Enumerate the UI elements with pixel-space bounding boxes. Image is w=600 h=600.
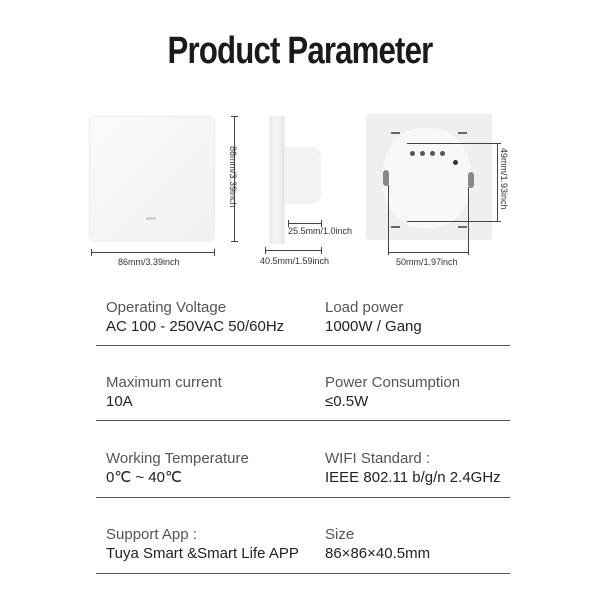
divider: [96, 420, 510, 421]
spec-value: Tuya Smart &Smart Life APP: [106, 545, 299, 562]
spec-value: IEEE 802.11 b/g/n 2.4GHz: [325, 469, 501, 486]
terminal-screw: [410, 151, 415, 156]
spec-label: Size: [325, 526, 355, 543]
spec-value: 1000W / Gang: [325, 318, 422, 335]
spec-value: ≤0.5W: [325, 393, 369, 410]
dimension-tick: [231, 241, 238, 242]
side-clip: [468, 172, 474, 188]
body-depth-line: [288, 223, 321, 224]
width-dimension-line: [91, 252, 214, 253]
front-width-label: 86mm/3.39inch: [118, 257, 180, 267]
side-body-depth-label: 25.5mm/1.0inch: [288, 226, 353, 236]
module-top-line: [407, 143, 501, 144]
module-height-line: [497, 143, 498, 221]
dimension-tick: [214, 249, 215, 256]
dimension-tick: [265, 247, 266, 254]
dimension-tick: [231, 116, 238, 117]
spec-label: Support App :: [106, 526, 197, 543]
terminal-screw: [420, 151, 425, 156]
switch-front-panel: [90, 117, 214, 240]
switch-side-body: [284, 148, 320, 203]
spec-label: WIFI Standard :: [325, 450, 431, 467]
page-title: Product Parameter: [167, 30, 433, 72]
switch-side-plate: [270, 117, 284, 243]
spec-item: [106, 450, 249, 487]
dimension-tick: [91, 249, 92, 256]
back-height-label: 49mm/1.93inch: [499, 148, 509, 210]
spec-item: [325, 526, 430, 563]
back-width-label: 50mm/1.97inch: [396, 257, 458, 267]
mount-slot: [458, 132, 467, 134]
spec-item: [106, 299, 284, 336]
terminal-screw: [440, 151, 445, 156]
side-clip: [383, 170, 389, 186]
mount-slot: [391, 226, 400, 228]
divider: [96, 497, 510, 498]
spec-item: [325, 299, 422, 336]
spec-item: [106, 526, 299, 563]
spec-item: [325, 450, 501, 487]
spec-label: Load power: [325, 299, 404, 316]
spec-label: Maximum current: [106, 374, 222, 391]
module-width-line: [388, 252, 468, 253]
module-left-line: [388, 185, 389, 255]
divider: [96, 345, 510, 346]
spec-value: 10A: [106, 393, 133, 410]
front-height-label: 86mm/3.39inch: [228, 146, 238, 208]
side-total-depth-label: 40.5mm/1.59inch: [260, 256, 330, 266]
led-indicator: [146, 217, 156, 220]
spec-item: [325, 374, 460, 411]
spec-item: [106, 374, 222, 411]
module-right-line: [468, 187, 469, 255]
mount-slot: [458, 226, 467, 228]
reset-button: [453, 160, 458, 165]
spec-label: Power Consumption: [325, 374, 461, 391]
spec-label: Operating Voltage: [106, 299, 227, 316]
module-bottom-line: [407, 221, 501, 222]
mount-slot: [391, 132, 400, 134]
spec-value: AC 100 - 250VAC 50/60Hz: [106, 318, 285, 335]
divider: [96, 573, 510, 574]
dimension-tick: [321, 247, 322, 254]
terminal-screw: [430, 151, 435, 156]
spec-value: 0℃ ~ 40℃: [106, 469, 182, 486]
spec-label: Working Temperature: [106, 450, 249, 467]
total-depth-line: [265, 250, 321, 251]
spec-value: 86×86×40.5mm: [325, 545, 431, 562]
